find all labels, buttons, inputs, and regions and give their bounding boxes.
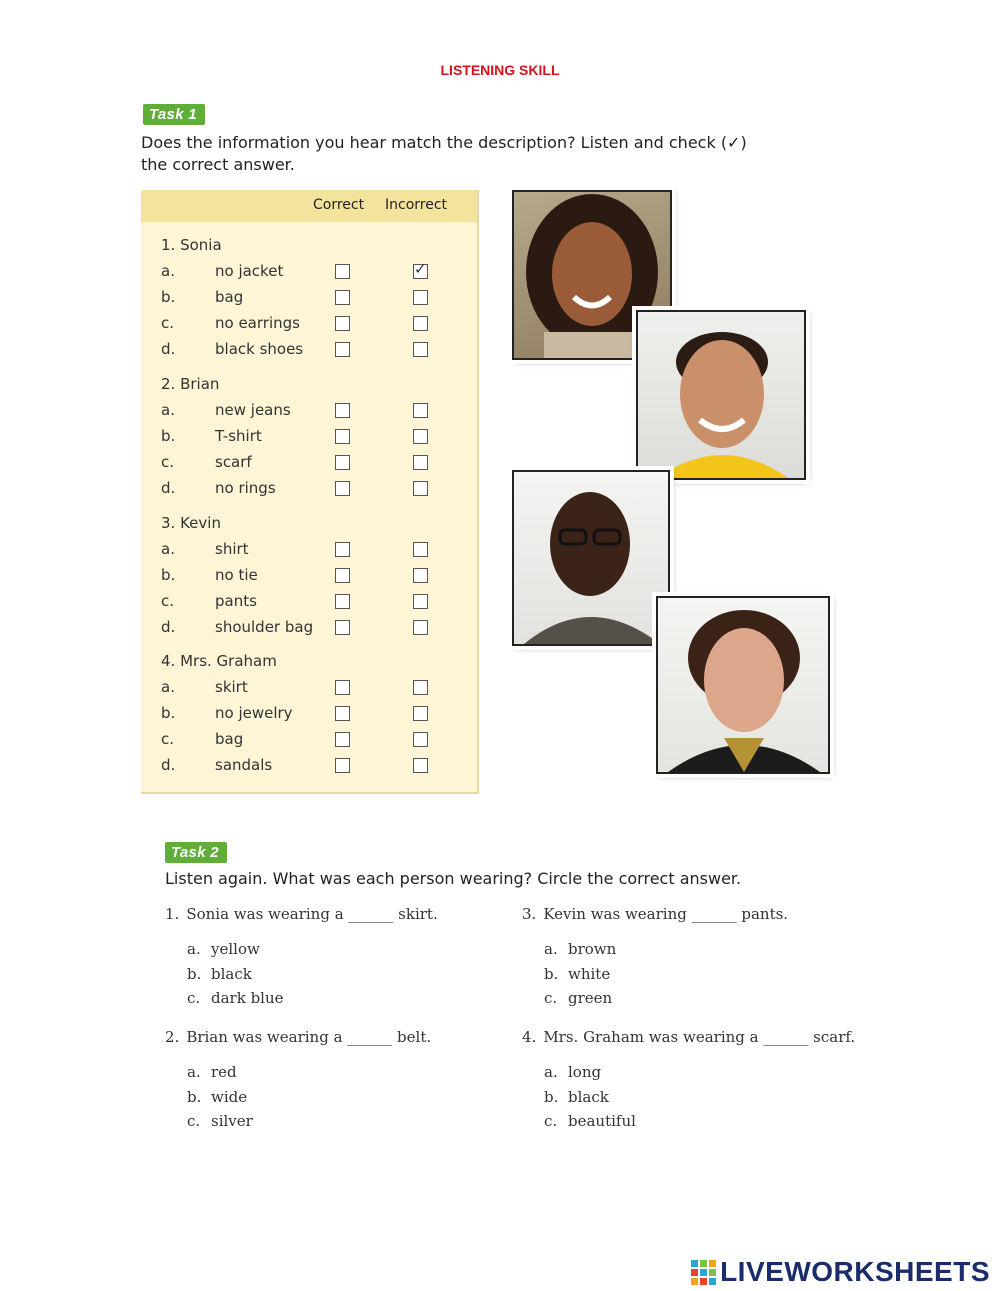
question-text: Kevin was wearing ______ pants.	[543, 905, 789, 923]
kevin-portrait-image	[514, 472, 668, 644]
option-text: dark blue	[211, 989, 284, 1007]
item-letter: c.	[161, 592, 175, 610]
task1-instruction	[141, 132, 841, 176]
item-letter: b.	[161, 704, 176, 722]
option-text: red	[211, 1063, 237, 1081]
checklist-row	[161, 756, 461, 778]
liveworksheets-logo-icon	[690, 1259, 717, 1286]
item-label: new jeans	[215, 401, 291, 419]
item-label: shoulder bag	[215, 618, 314, 636]
option-letter: a.	[187, 940, 201, 958]
column-correct: Correct	[313, 197, 365, 213]
question-text: Sonia was wearing a ______ skirt.	[186, 905, 438, 923]
column-incorrect: Incorrect	[385, 197, 448, 213]
checklist-row	[161, 618, 461, 640]
correct-checkbox[interactable]	[335, 264, 350, 279]
person-heading: 3. Kevin	[161, 514, 221, 532]
checklist-row	[161, 678, 461, 700]
option-letter: b.	[544, 964, 559, 983]
item-label: skirt	[215, 678, 248, 696]
checklist-row	[161, 262, 461, 284]
question-number: 2.	[165, 1028, 180, 1046]
question-prompt	[522, 1028, 855, 1046]
item-label: pants	[215, 592, 257, 610]
answer-option[interactable]	[544, 965, 610, 983]
item-letter: a.	[161, 401, 175, 419]
task2-instruction: Listen again. What was each person wearing? Circle the correct answer.	[165, 869, 742, 888]
correct-checkbox[interactable]	[335, 620, 350, 635]
option-text: white	[568, 964, 611, 983]
option-letter: c.	[544, 1112, 558, 1130]
option-letter: a.	[544, 1063, 558, 1081]
checkmark-icon: ✓	[414, 260, 427, 278]
photo-kevin	[512, 470, 670, 646]
correct-checkbox[interactable]	[335, 542, 350, 557]
option-letter: b.	[187, 1087, 202, 1106]
item-letter: d.	[161, 756, 176, 774]
item-letter: a.	[161, 540, 175, 558]
option-text: brown	[568, 940, 617, 958]
item-label: sandals	[215, 756, 273, 774]
correct-checkbox[interactable]	[335, 342, 350, 357]
incorrect-checkbox[interactable]	[413, 568, 428, 583]
answer-option[interactable]	[187, 989, 284, 1007]
answer-option[interactable]	[544, 1088, 609, 1106]
person-heading: 4. Mrs. Graham	[161, 652, 277, 670]
checklist-row	[161, 540, 461, 562]
question-prompt	[165, 905, 438, 923]
correct-checkbox[interactable]	[335, 680, 350, 695]
incorrect-checkbox[interactable]	[413, 260, 428, 279]
question-number: 3.	[522, 905, 537, 923]
question-text: Mrs. Graham was wearing a ______ scarf.	[543, 1028, 856, 1046]
option-text: black	[568, 1087, 609, 1106]
option-text: silver	[211, 1112, 253, 1130]
correct-checkbox[interactable]	[335, 429, 350, 444]
photo-brian	[636, 310, 806, 480]
answer-option[interactable]	[187, 1063, 237, 1081]
task1-table-header	[141, 190, 477, 222]
incorrect-checkbox[interactable]	[413, 290, 428, 305]
correct-checkbox[interactable]	[335, 732, 350, 747]
item-letter: c.	[161, 730, 175, 748]
item-letter: c.	[161, 453, 175, 471]
option-text: beautiful	[568, 1112, 636, 1130]
option-text: long	[568, 1063, 602, 1081]
item-label: shirt	[215, 540, 249, 558]
option-letter: c.	[544, 989, 558, 1007]
task1-badge: Task 1	[143, 104, 205, 125]
incorrect-checkbox[interactable]	[413, 342, 428, 357]
checklist-row	[161, 340, 461, 362]
item-label: no jewelry	[215, 704, 293, 722]
checklist-row	[161, 566, 461, 588]
option-letter: c.	[187, 989, 201, 1007]
correct-checkbox[interactable]	[335, 594, 350, 609]
brian-portrait-image	[638, 312, 804, 478]
question-number: 1.	[165, 905, 180, 923]
question-prompt	[165, 1028, 431, 1046]
correct-checkbox[interactable]	[335, 706, 350, 721]
item-label: no tie	[215, 566, 258, 584]
question-prompt	[522, 905, 788, 923]
item-label: bag	[215, 288, 244, 306]
checklist-row	[161, 592, 461, 614]
item-letter: a.	[161, 262, 175, 280]
checklist-row	[161, 427, 461, 449]
checklist-row	[161, 314, 461, 336]
option-letter: b.	[544, 1087, 559, 1106]
incorrect-checkbox[interactable]	[413, 429, 428, 444]
option-text: wide	[211, 1087, 248, 1106]
item-letter: d.	[161, 479, 176, 497]
incorrect-checkbox[interactable]	[413, 481, 428, 496]
item-letter: d.	[161, 340, 176, 358]
option-letter: b.	[187, 964, 202, 983]
answer-option[interactable]	[544, 1063, 601, 1081]
answer-option[interactable]	[187, 940, 260, 958]
answer-option[interactable]	[544, 940, 616, 958]
item-label: black shoes	[215, 340, 304, 358]
correct-checkbox[interactable]	[335, 758, 350, 773]
correct-checkbox[interactable]	[335, 290, 350, 305]
option-text: yellow	[211, 940, 260, 958]
incorrect-checkbox[interactable]	[413, 706, 428, 721]
question-number: 4.	[522, 1028, 537, 1046]
checklist-row	[161, 479, 461, 501]
item-letter: c.	[161, 314, 175, 332]
item-letter: b.	[161, 427, 176, 445]
option-text: black	[211, 964, 252, 983]
question-text: Brian was wearing a ______ belt.	[186, 1028, 432, 1046]
checklist-row	[161, 453, 461, 475]
answer-option[interactable]	[187, 1088, 247, 1106]
option-letter: a.	[187, 1063, 201, 1081]
incorrect-checkbox[interactable]	[413, 620, 428, 635]
item-label: scarf	[215, 453, 252, 471]
person-heading: 2. Brian	[161, 375, 220, 393]
task1-instruction-line2: the correct answer.	[141, 155, 295, 174]
item-label: no earrings	[215, 314, 300, 332]
checklist-row	[161, 288, 461, 310]
correct-checkbox[interactable]	[335, 403, 350, 418]
answer-option[interactable]	[187, 965, 252, 983]
item-label: bag	[215, 730, 244, 748]
item-letter: a.	[161, 678, 175, 696]
option-letter: a.	[544, 940, 558, 958]
correct-checkbox[interactable]	[335, 316, 350, 331]
correct-checkbox[interactable]	[335, 455, 350, 470]
item-label: no jacket	[215, 262, 284, 280]
task1-answer-panel	[141, 190, 479, 794]
incorrect-checkbox[interactable]	[413, 594, 428, 609]
checklist-row	[161, 401, 461, 423]
incorrect-checkbox[interactable]	[413, 680, 428, 695]
page-title: LISTENING SKILL	[440, 62, 560, 78]
task2-badge: Task 2	[165, 842, 227, 863]
person-heading: 1. Sonia	[161, 236, 222, 254]
item-letter: b.	[161, 288, 176, 306]
answer-option[interactable]	[544, 1112, 636, 1130]
photo-mrs-graham	[656, 596, 830, 774]
item-label: T-shirt	[215, 427, 262, 445]
item-letter: b.	[161, 566, 176, 584]
answer-option[interactable]	[187, 1112, 253, 1130]
task1-instruction-line1: Does the information you hear match the description? Listen and check (✓)	[141, 133, 747, 152]
item-letter: d.	[161, 618, 176, 636]
liveworksheets-brand-text: LIVEWORKSHEETS	[720, 1256, 990, 1287]
correct-checkbox[interactable]	[335, 481, 350, 496]
liveworksheets-logo	[690, 1256, 990, 1288]
incorrect-checkbox[interactable]	[413, 542, 428, 557]
option-letter: c.	[187, 1112, 201, 1130]
correct-checkbox[interactable]	[335, 568, 350, 583]
incorrect-checkbox[interactable]	[413, 732, 428, 747]
option-text: green	[568, 989, 613, 1007]
incorrect-checkbox[interactable]	[413, 316, 428, 331]
mrs-graham-portrait-image	[658, 598, 828, 772]
checklist-row	[161, 704, 461, 726]
incorrect-checkbox[interactable]	[413, 455, 428, 470]
checklist-row	[161, 730, 461, 752]
incorrect-checkbox[interactable]	[413, 403, 428, 418]
incorrect-checkbox[interactable]	[413, 758, 428, 773]
item-label: no rings	[215, 479, 276, 497]
answer-option[interactable]	[544, 989, 612, 1007]
